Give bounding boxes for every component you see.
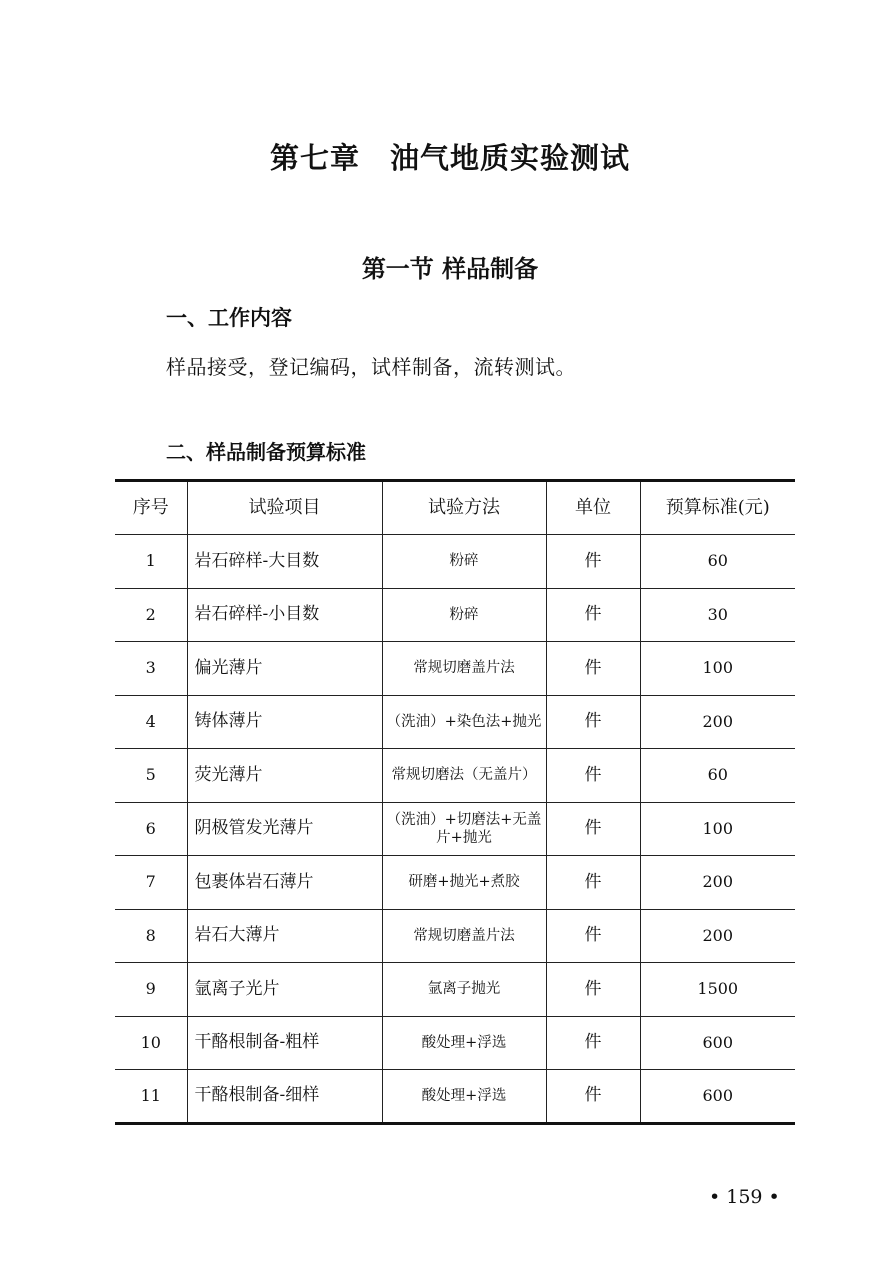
cell-unit: 件 [546, 695, 640, 749]
cell-unit: 件 [546, 963, 640, 1017]
cell-no: 4 [115, 695, 187, 749]
cell-method: 常规切磨盖片法 [382, 909, 546, 963]
table-row [115, 802, 795, 856]
cell-item: 干酪根制备-细样 [187, 1070, 382, 1124]
cell-item: 偏光薄片 [187, 642, 382, 696]
cell-no: 10 [115, 1016, 187, 1070]
subsection-heading-work-content: 一、工作内容 [166, 306, 292, 330]
cell-price: 200 [640, 695, 795, 749]
cell-price: 200 [640, 909, 795, 963]
cell-item: 岩石大薄片 [187, 909, 382, 963]
cell-price: 60 [640, 535, 795, 589]
cell-no: 11 [115, 1070, 187, 1124]
cell-item: 荧光薄片 [187, 749, 382, 803]
cell-price: 100 [640, 802, 795, 856]
cell-no: 8 [115, 909, 187, 963]
cell-no: 5 [115, 749, 187, 803]
section-title: 第一节 样品制备 [361, 255, 539, 283]
table-row [115, 856, 795, 910]
cell-price: 100 [640, 642, 795, 696]
cell-item: 氩离子光片 [187, 963, 382, 1017]
cell-method: 粉碎 [382, 588, 546, 642]
cell-no: 6 [115, 802, 187, 856]
work-content-text: 样品接受，登记编码，试样制备，流转测试。 [166, 355, 576, 379]
table-row [115, 695, 795, 749]
cell-no: 2 [115, 588, 187, 642]
table-row [115, 1070, 795, 1124]
cell-price: 60 [640, 749, 795, 803]
cell-item: 铸体薄片 [187, 695, 382, 749]
table-row [115, 1016, 795, 1070]
cell-method: 研磨+抛光+煮胶 [382, 856, 546, 910]
cell-method: 氩离子抛光 [382, 963, 546, 1017]
cell-item: 阴极管发光薄片 [187, 802, 382, 856]
cell-price: 30 [640, 588, 795, 642]
cell-item: 干酪根制备-粗样 [187, 1016, 382, 1070]
table-row [115, 749, 795, 803]
cell-method: 粉碎 [382, 535, 546, 589]
table-header-row [115, 481, 795, 535]
page-number: • 159 • [709, 1186, 780, 1208]
cell-unit: 件 [546, 749, 640, 803]
cell-price: 600 [640, 1016, 795, 1070]
cell-unit: 件 [546, 642, 640, 696]
subsection-heading-budget: 二、样品制备预算标准 [166, 440, 366, 464]
budget-table [115, 479, 795, 1125]
cell-method: （洗油）+染色法+抛光 [382, 695, 546, 749]
table-row [115, 963, 795, 1017]
cell-price: 1500 [640, 963, 795, 1017]
header-method: 试验方法 [382, 481, 546, 535]
table-row [115, 535, 795, 589]
cell-unit: 件 [546, 909, 640, 963]
cell-unit: 件 [546, 1070, 640, 1124]
cell-price: 200 [640, 856, 795, 910]
cell-no: 3 [115, 642, 187, 696]
cell-item: 岩石碎样-小目数 [187, 588, 382, 642]
cell-method: 常规切磨法（无盖片） [382, 749, 546, 803]
table-row [115, 642, 795, 696]
chapter-title: 第七章 油气地质实验测试 [269, 141, 630, 175]
cell-method: 酸处理+浮选 [382, 1070, 546, 1124]
table-row [115, 909, 795, 963]
cell-unit: 件 [546, 856, 640, 910]
cell-unit: 件 [546, 1016, 640, 1070]
header-unit: 单位 [546, 481, 640, 535]
cell-method: 酸处理+浮选 [382, 1016, 546, 1070]
cell-unit: 件 [546, 535, 640, 589]
header-no: 序号 [115, 481, 187, 535]
cell-price: 600 [640, 1070, 795, 1124]
cell-no: 9 [115, 963, 187, 1017]
cell-no: 1 [115, 535, 187, 589]
cell-unit: 件 [546, 588, 640, 642]
cell-item: 岩石碎样-大目数 [187, 535, 382, 589]
cell-method: 常规切磨盖片法 [382, 642, 546, 696]
table-row [115, 588, 795, 642]
cell-method: （洗油）+切磨法+无盖片+抛光 [382, 802, 546, 856]
header-item: 试验项目 [187, 481, 382, 535]
cell-unit: 件 [546, 802, 640, 856]
cell-no: 7 [115, 856, 187, 910]
cell-item: 包裹体岩石薄片 [187, 856, 382, 910]
header-price: 预算标准(元) [640, 481, 795, 535]
